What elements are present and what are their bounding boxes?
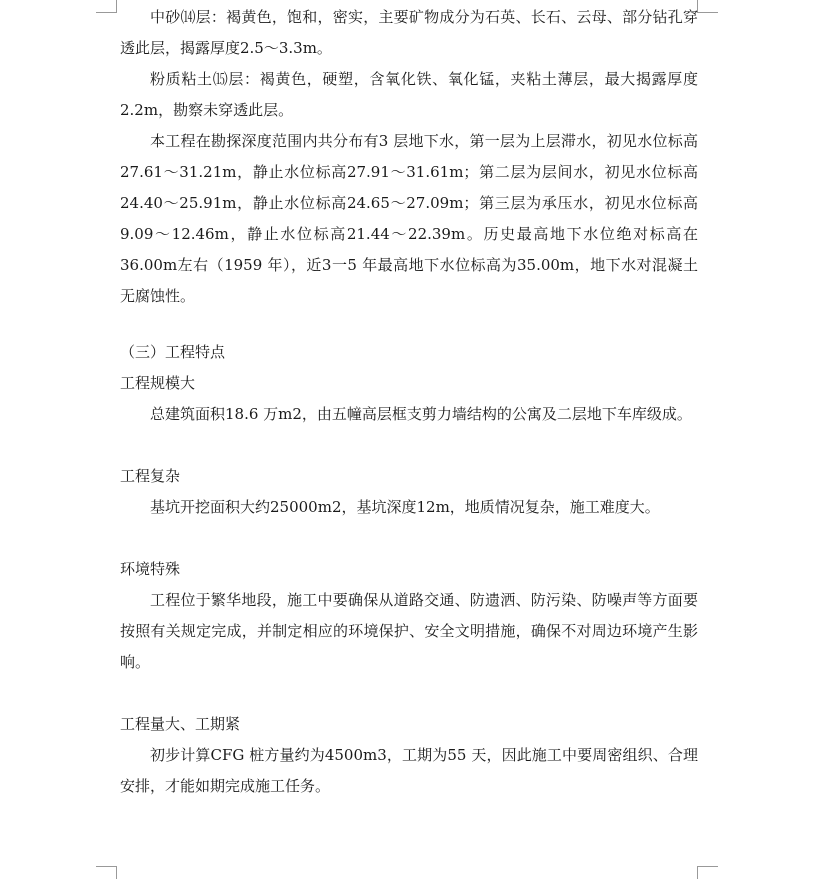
crop-mark-top-left [96,0,117,13]
paragraph-silty-clay: 粉质粘土⒂层：褐黄色，硬塑，含氧化铁、氧化锰，夹粘土薄层，最大揭露厚度2.2m，勘察未穿透此层。 [120,70,698,119]
paragraph-groundwater: 本工程在勘探深度范围内共分布有3 层地下水，第一层为上层滞水，初见水位标高27.61～31.21m，静止水位标高27.91～31.61m；第二层为层间水，初见水位标高24.40～25.91m，静止水位标高24.65～27.09m；第三层为承压水，初见水位标高9.09～12.46m，静止水位标高21.44～22.39m。历史最高地下水位绝对标高在36.00m左右（1959 年），近3一5 年最高地下水位标高为35.00m，地下水对混凝土无腐蚀性。 [120,132,698,305]
document-body [120,2,698,802]
feature-body: 初步计算CFG 桩方量约为4500m3，工期为55 天，因此施工中要周密组织、合理安排，才能如期完成施工任务。 [120,746,698,795]
feature-heading: 环境特殊 [120,560,181,578]
crop-mark-bottom-right [697,866,718,879]
crop-mark-top-right [697,0,718,13]
paragraph-medium-sand: 中砂⒁层：褐黄色，饱和，密实，主要矿物成分为石英、长石、云母、部分钻孔穿透此层，揭露厚度2.5～3.3m。 [120,8,698,57]
section-title: （三）工程特点 [120,343,226,361]
feature-body: 基坑开挖面积大约25000m2，基坑深度12m，地质情况复杂，施工难度大。 [150,498,660,516]
feature-heading: 工程规模大 [120,374,196,392]
feature-heading: 工程量大、工期紧 [120,715,241,733]
feature-heading: 工程复杂 [120,467,181,485]
feature-body: 总建筑面积18.6 万m2，由五幢高层框支剪力墙结构的公寓及二层地下车库级成。 [150,405,692,423]
crop-mark-bottom-left [96,866,117,879]
feature-body: 工程位于繁华地段，施工中要确保从道路交通、防遗洒、防污染、防噪声等方面要按照有关规定完成，并制定相应的环境保护、安全文明措施，确保不对周边环境产生影响。 [120,591,698,671]
